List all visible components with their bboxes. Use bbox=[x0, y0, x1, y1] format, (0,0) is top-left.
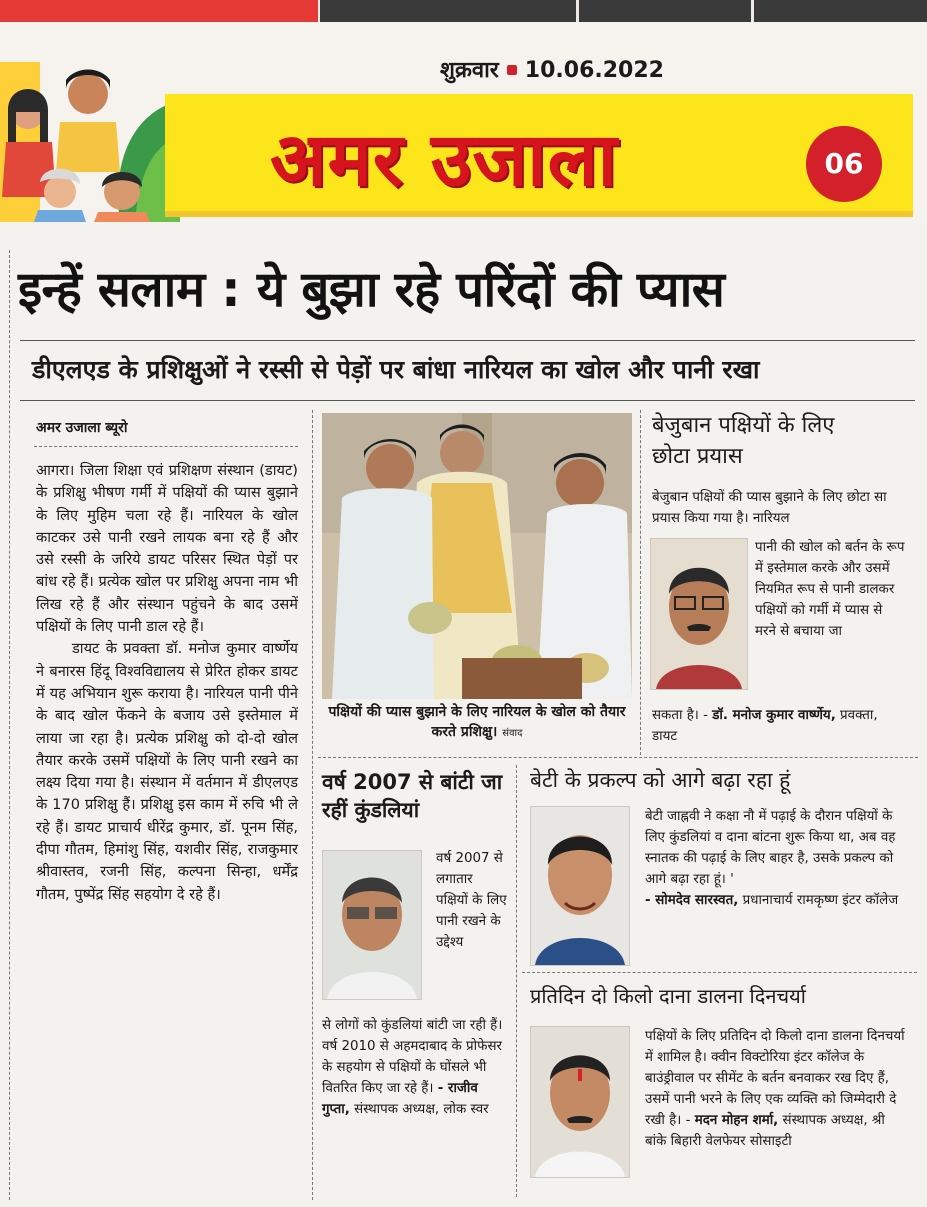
column-rule bbox=[640, 410, 641, 755]
sidebox-2-text-rest bbox=[322, 1015, 508, 1120]
portrait-madan-mohan-sharma bbox=[530, 1026, 630, 1178]
edition-date-value: 10.06.2022 bbox=[524, 58, 664, 83]
page-number-badge: 06 bbox=[806, 126, 882, 202]
article-headline: इन्हें सलाम : ये बुझा रहे परिंदों की प्यास bbox=[18, 261, 725, 318]
masthead-strip bbox=[165, 211, 913, 217]
sidebox-1-signature: डॉ. मनोज कुमार वार्ष्णेय, bbox=[712, 708, 836, 723]
photo-credit: संवाद bbox=[502, 728, 523, 739]
sidebox-3-title: बेटी के प्रकल्प को आगे बढ़ा रहा हूं bbox=[530, 768, 791, 792]
sidebox-2-signature: - राजीव गुप्ता, bbox=[322, 1081, 478, 1117]
article-body bbox=[36, 460, 298, 906]
portrait-somdev-icon bbox=[531, 807, 629, 965]
headline-rule bbox=[20, 340, 915, 341]
sidebox-4-body bbox=[645, 1026, 910, 1152]
sidebox-1-attribution bbox=[652, 705, 907, 747]
section-rule bbox=[318, 757, 918, 758]
people-illustration-icon bbox=[0, 32, 180, 222]
portrait-rajeev-icon bbox=[323, 851, 421, 999]
masthead bbox=[0, 22, 927, 222]
newspaper-title: अमर उजाला bbox=[270, 117, 618, 203]
portrait-rajeev-gupta bbox=[322, 850, 422, 1000]
portrait-madan-icon bbox=[531, 1027, 629, 1177]
photo-caption bbox=[322, 702, 632, 744]
column-rule bbox=[312, 410, 313, 1200]
progress-segment-active bbox=[0, 0, 318, 22]
sidebox-4-signature: मदन मोहन शर्मा, bbox=[694, 1113, 779, 1128]
article-paragraph-1: आगरा। जिला शिक्षा एवं प्रशिक्षण संस्थान (डायट) के प्रशिक्षु भीषण गर्मी में पक्षियों की प्यास बुझाने के लिए मुहिम चला रहे हैं। नारियल के खोल काटकर उसे पानी रखने लायक बना रहे हैं और उसे रस्सी के जरिये डायट परिसर स्थित पेड़ों पर बांध रहे हैं। प्रत्येक खोल पर प्रशिक्षु अपना नाम भी लिख रहे हैं और संस्थान पहुंचने के बाद उसमें पक्षियों के लिए पानी डाल रहे हैं। bbox=[36, 462, 298, 636]
article-paragraph-2: डायट के प्रवक्ता डॉ. मनोज कुमार वार्ष्णेय ने बनारस हिंदू विश्वविद्यालय से प्रेरित होकर डायट में यह अभियान शुरू कराया है। नारियल पानी पीने के बाद खोल फेंकने के बजाय उसे इस्तेमाल में लाया जा रहा है। प्रत्येक प्रशिक्षु को दो-दो खोल तैयार करके उसमें पक्षियों के लिए पानी रखने का लक्ष्य दिया गया है। संस्थान में वर्तमान में डीएलएड के 170 प्रशिक्षु हैं। प्रशिक्षु इस काम में रुचि भी ले रहे हैं। डायट प्राचार्य धीरेंद्र कुमार, डॉ. पूनम सिंह, दीपा गौतम, हिमांशु सिंह, यशवीर सिंह, राजकुमार श्रीवास्तव, रजनी सिंह, कल्पना सिन्हा, धर्मेंद्र गौतम, पुष्पेंद्र सिंह सहयोग दे रहे हैं। bbox=[36, 640, 298, 903]
progress-segment bbox=[579, 0, 751, 22]
sidebox-2-title: वर्ष 2007 से बांटी जा रहीं कुंडलियां bbox=[322, 770, 503, 822]
subhead-rule bbox=[20, 400, 915, 401]
portrait-manoj-kumar bbox=[650, 538, 748, 690]
article-byline: अमर उजाला ब्यूरो bbox=[36, 420, 128, 436]
portrait-manoj-icon bbox=[651, 539, 747, 689]
sidebox-1-title: बेजुबान पक्षियों के लिए छोटा प्रयास bbox=[652, 413, 835, 469]
column-rule bbox=[516, 765, 517, 1197]
byline-rule bbox=[34, 446, 298, 447]
section-rule bbox=[522, 972, 917, 973]
portrait-somdev-saraswat bbox=[530, 806, 630, 966]
sidebox-1-designation: प्रवक्ता, डायट bbox=[652, 708, 878, 744]
article-photo bbox=[322, 413, 632, 699]
sidebox-4-designation: संस्थापक अध्यक्ष, श्री बांके बिहारी वेलफेयर सोसाइटी bbox=[645, 1113, 885, 1149]
photo-caption-text: पक्षियों की प्यास बुझाने के लिए नारियल के खोल को तैयार करते प्रशिक्षु। bbox=[328, 704, 626, 740]
top-status-bar bbox=[0, 0, 927, 22]
sidebox-2-text-wrap: वर्ष 2007 से लगातार पक्षियों के लिए पानी रखने के उद्देश्य bbox=[436, 851, 507, 950]
sidebox-3-designation: प्रधानाचार्य रामकृष्ण इंटर कॉलेज bbox=[742, 893, 899, 908]
sidebox-1-text-wrap: पानी की खोल को बर्तन के रूप में इस्तेमाल करके और उसमें नियमित रूप से पानी डालकर पक्षियों को गर्मी में प्यास से मरने से बचाया जा bbox=[755, 540, 905, 639]
sidebox-3-body bbox=[645, 806, 907, 911]
edition-day: शुक्रवार bbox=[440, 58, 499, 83]
article-subheadline: डीएलएड के प्रशिक्षुओं ने रस्सी से पेड़ों पर बांधा नारियल का खोल और पानी रखा bbox=[32, 355, 760, 384]
sidebox-1-text-end: सकता है। - bbox=[652, 708, 708, 723]
progress-segment bbox=[754, 0, 927, 22]
sidebox-4-title: प्रतिदिन दो किलो दाना डालना दिनचर्या bbox=[530, 984, 806, 1008]
progress-segment bbox=[320, 0, 576, 22]
left-margin-rule bbox=[9, 250, 10, 1200]
sidebox-3-signature: - सोमदेव सारस्वत, bbox=[645, 893, 739, 908]
sidebox-2-text: से लोगों को कुंडलियां बांटी जा रही हैं। वर्ष 2010 से अहमदाबाद के प्रोफेसर के सहयोग से पक्षियों के घोंसले भी वितरित किए जा रहे हैं। bbox=[322, 1018, 503, 1096]
sidebox-3-text: बेटी जाह्नवी ने कक्षा नौ में पढ़ाई के दौरान पक्षियों के लिए कुंडलियां व दाना बांटना शुरू किया था, अब वह स्नातक की पढ़ाई के लिए बाहर है, उसके प्रकल्प को आगे बढ़ा रहा हूं। ' bbox=[645, 809, 896, 887]
trainees-photo-illustration bbox=[322, 413, 632, 699]
sidebox-1-text-top: बेजुबान पक्षियों की प्यास बुझाने के लिए छोटा सा प्रयास किया गया है। नारियल bbox=[652, 490, 887, 526]
sidebox-2-designation: संस्थापक अध्यक्ष, लोक स्वर bbox=[354, 1102, 489, 1117]
date-separator-icon bbox=[507, 65, 517, 75]
sidebox-4-text: पक्षियों के लिए प्रतिदिन दो किलो दाना डालना दिनचर्या में शामिल है। क्वीन विक्टोरिया इंटर कॉलेज के बाउंड्रीवाल पर सीमेंट के बर्तन बनवाकर रख दिए हैं, उसमें पानी भरने के लिए एक व्यक्ति को जिम्मेदारी दे रखी है। - bbox=[645, 1029, 905, 1128]
edition-date bbox=[440, 54, 664, 84]
